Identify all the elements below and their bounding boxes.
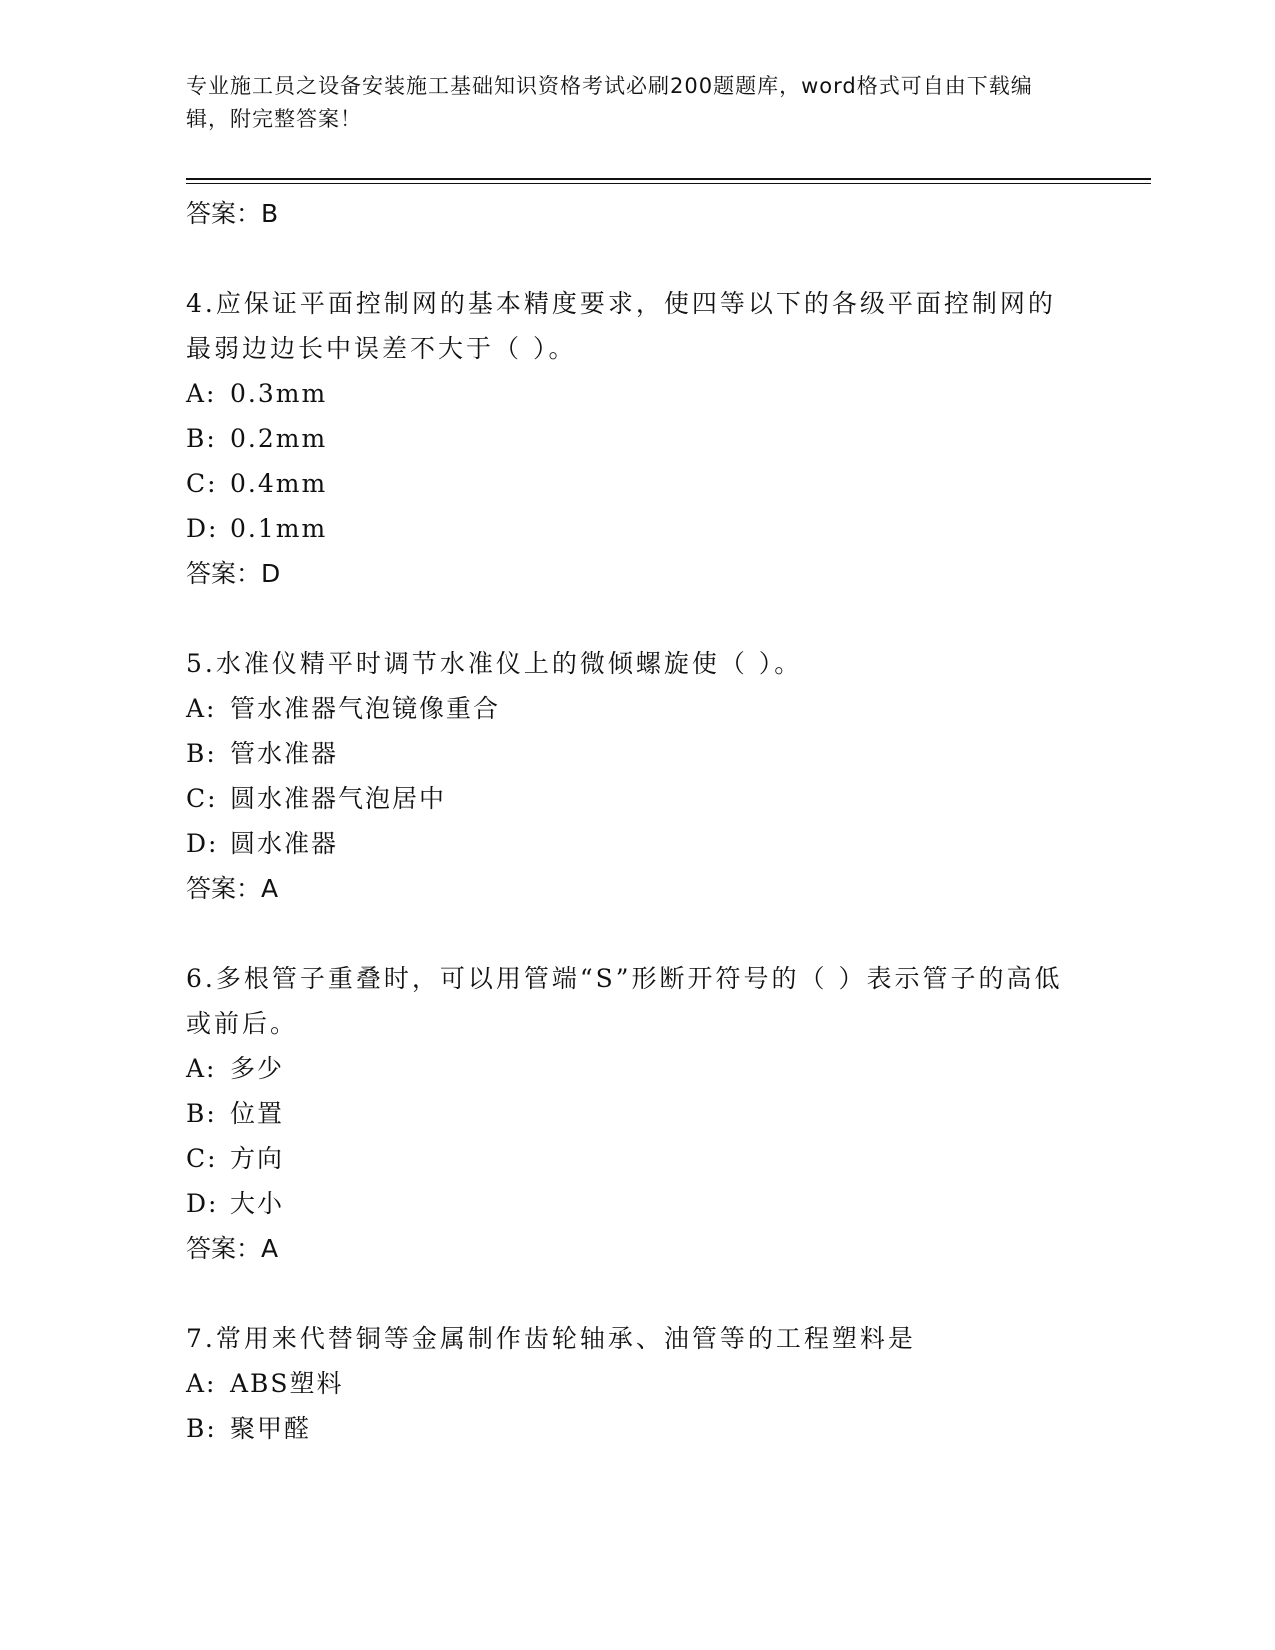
option-text: 管水准器气泡镜像重合	[230, 694, 501, 723]
option-label: D:	[186, 829, 219, 858]
option-text: ABS塑料	[230, 1369, 344, 1398]
option-label: C:	[186, 469, 218, 498]
q5-option-a	[186, 686, 1151, 731]
option-label: C:	[186, 784, 218, 813]
option-label: B:	[186, 1414, 217, 1443]
q4-option-b	[186, 416, 1151, 461]
option-text: 方向	[230, 1144, 285, 1173]
question-4: 4.应保证平面控制网的基本精度要求，使四等以下的各级平面控制网的最弱边边长中误差不大于（ ）。	[186, 289, 1056, 363]
option-text: 圆水准器气泡居中	[230, 784, 447, 813]
q5-option-c	[186, 776, 1151, 821]
option-label: B:	[186, 739, 217, 768]
option-label: A:	[186, 694, 217, 723]
option-label: B:	[186, 424, 217, 453]
option-text: 位置	[230, 1099, 285, 1128]
option-label: D:	[186, 514, 219, 543]
q6-option-a	[186, 1046, 1151, 1091]
answer-q4: 答案：D	[186, 559, 281, 588]
option-label: B:	[186, 1099, 217, 1128]
q4-option-d	[186, 506, 1151, 551]
option-label: D:	[186, 1189, 219, 1218]
option-label: A:	[186, 379, 217, 408]
q6-option-b	[186, 1091, 1151, 1136]
document-page	[186, 0, 1151, 1650]
option-text: 圆水准器	[230, 829, 339, 858]
answer-q5: 答案：A	[186, 874, 279, 903]
page-header: 专业施工员之设备安装施工基础知识资格考试必刷200题题库，word格式可自由下载编辑，附完整答案！	[186, 74, 1033, 131]
option-text: 0.4mm	[230, 469, 328, 498]
option-text: 聚甲醛	[230, 1414, 312, 1443]
q4-option-c	[186, 461, 1151, 506]
q6-option-c	[186, 1136, 1151, 1181]
question-7: 7.常用来代替铜等金属制作齿轮轴承、油管等的工程塑料是	[186, 1324, 916, 1353]
q7-option-a	[186, 1361, 1151, 1406]
option-text: 0.3mm	[230, 379, 328, 408]
option-text: 0.2mm	[230, 424, 328, 453]
option-text: 多少	[230, 1054, 285, 1083]
option-text: 管水准器	[230, 739, 339, 768]
question-list	[186, 191, 1151, 1451]
q6-option-d	[186, 1181, 1151, 1226]
q4-option-a	[186, 371, 1151, 416]
question-6: 6.多根管子重叠时，可以用管端“S”形断开符号的（ ）表示管子的高低或前后。	[186, 964, 1063, 1038]
header-rule-thick	[186, 178, 1151, 180]
option-text: 0.1mm	[230, 514, 328, 543]
option-label: A:	[186, 1054, 217, 1083]
answer-q3: 答案：B	[186, 199, 279, 228]
header-rule-thin	[186, 183, 1151, 184]
option-label: C:	[186, 1144, 218, 1173]
q5-option-d	[186, 821, 1151, 866]
q7-option-b	[186, 1406, 1151, 1451]
option-label: A:	[186, 1369, 217, 1398]
q5-option-b	[186, 731, 1151, 776]
option-text: 大小	[230, 1189, 285, 1218]
answer-q6: 答案：A	[186, 1234, 279, 1263]
question-5: 5.水准仪精平时调节水准仪上的微倾螺旋使（ ）。	[186, 649, 803, 678]
